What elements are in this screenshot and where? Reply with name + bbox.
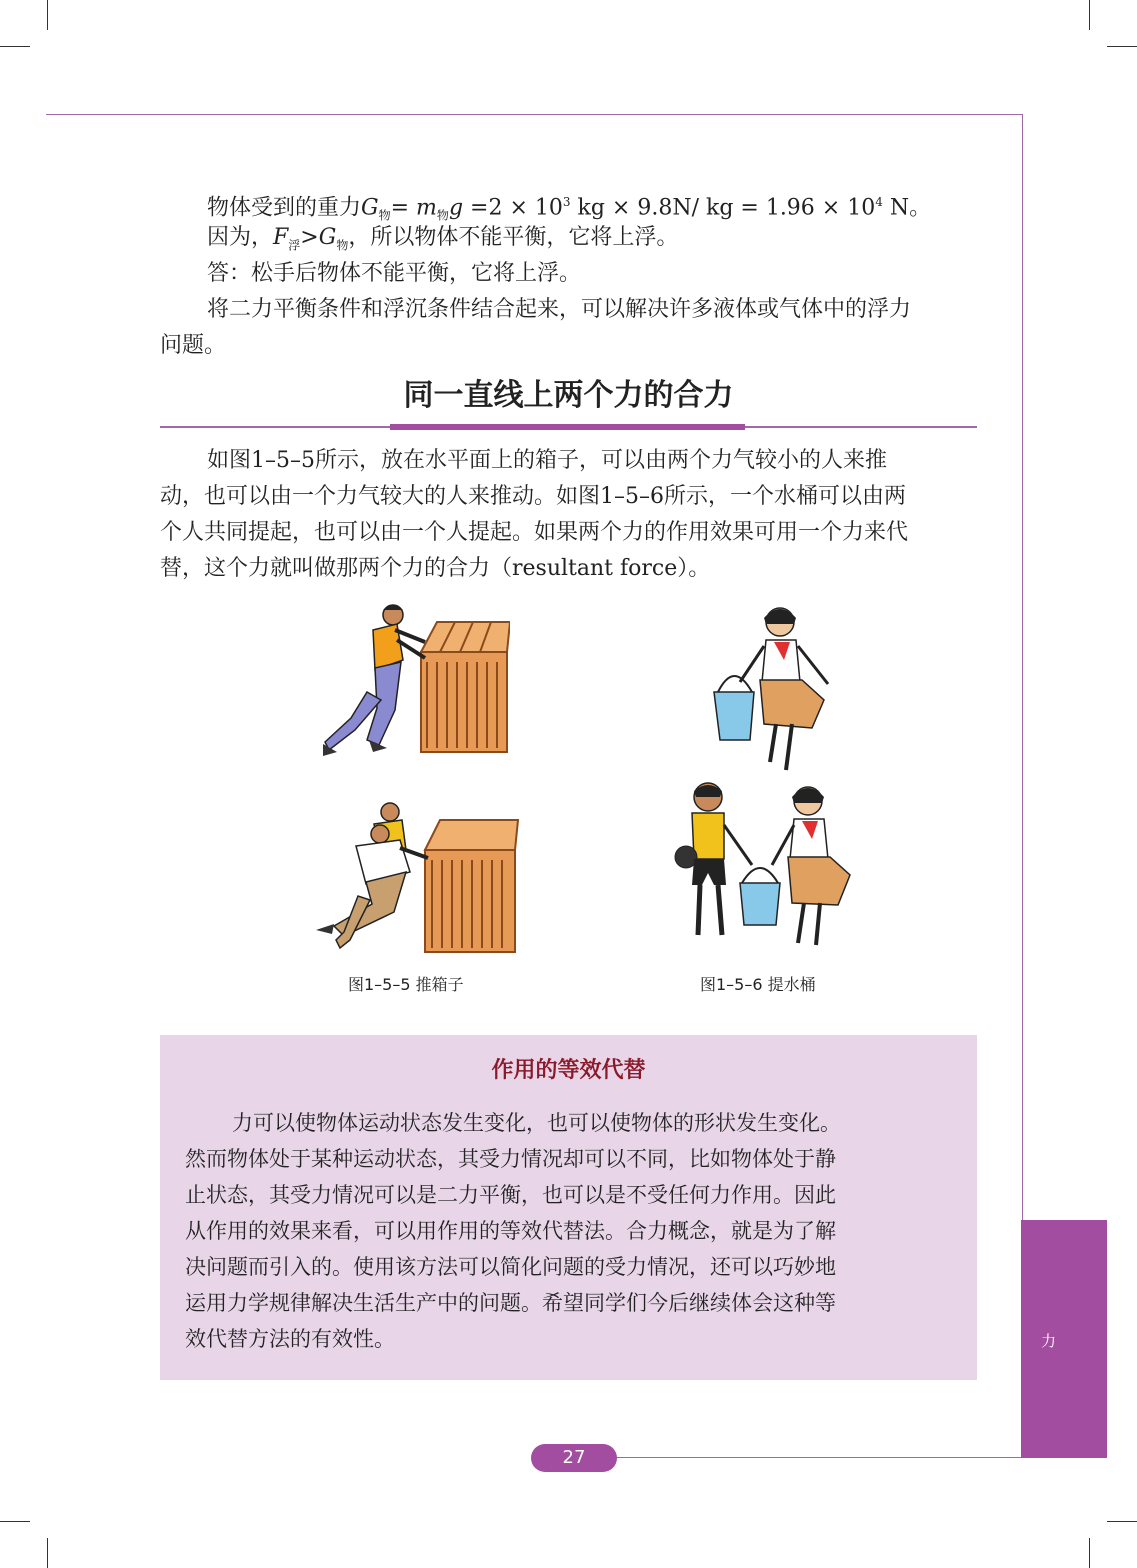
crop-mark: [1089, 1538, 1090, 1568]
crop-mark: [47, 1538, 48, 1568]
symbol: m: [416, 195, 437, 221]
text: ，所以物体不能平衡，它将上浮。: [348, 225, 679, 250]
info-box-line: 效代替方法的有效性。: [185, 1327, 395, 1351]
info-box: [160, 1035, 977, 1380]
figure-caption-left: 图1–5–5 推箱子: [348, 975, 464, 994]
info-box-line: 然而物体处于某种运动状态，其受力情况却可以不同，比如物体处于静: [185, 1147, 836, 1171]
text: kg × 9.8N/ kg = 1.96 × 10: [570, 195, 876, 221]
info-box-line: 从作用的效果来看，可以用作用的等效代替法。合力概念，就是为了解: [185, 1219, 836, 1243]
text: 物体受到的重力: [207, 195, 362, 221]
superscript: 3: [562, 195, 571, 209]
text: N。: [882, 195, 932, 221]
info-box-title: 作用的等效代替: [491, 1058, 646, 1083]
crop-mark: [1107, 46, 1137, 47]
body-line: 个人共同提起，也可以由一个人提起。如果两个力的作用效果可用一个力来代: [160, 520, 909, 545]
answer-line: 答：松手后物体不能平衡，它将上浮。: [207, 261, 582, 286]
carry-bucket-single-illustration: [700, 600, 835, 775]
page-number: 27: [531, 1444, 617, 1472]
body-line: 如图1–5–5所示，放在水平面上的箱子，可以由两个力气较小的人来推: [207, 448, 887, 473]
subscript: 物: [378, 208, 391, 223]
body-line: 动，也可以由一个力气较大的人来推动。如图1–5–6所示，一个水桶可以由两: [160, 484, 906, 509]
symbol: F: [273, 225, 289, 250]
info-box-line: 力可以使物体运动状态发生变化，也可以使物体的形状发生变化。: [232, 1111, 841, 1135]
info-box-line: 决问题而引入的。使用该方法可以简化问题的受力情况，还可以巧妙地: [185, 1255, 836, 1279]
footer-line: [575, 1457, 1021, 1458]
figure-caption-right: 图1–5–6 提水桶: [700, 975, 816, 994]
title-underline: [390, 424, 745, 430]
chapter-side-tab-label: 力: [1041, 1332, 1057, 1350]
push-box-single-illustration: [315, 600, 510, 765]
frame-right-line: [1022, 114, 1023, 1220]
carry-bucket-double-illustration: [668, 775, 863, 960]
body-line: 问题。: [160, 333, 227, 358]
push-box-double-illustration: [310, 800, 520, 960]
text: 因为，: [207, 225, 274, 250]
symbol: G: [361, 195, 379, 221]
superscript: 4: [875, 195, 883, 209]
subscript: 浮: [288, 238, 301, 253]
crop-mark: [0, 46, 30, 47]
crop-mark: [1089, 0, 1090, 30]
text: >: [300, 225, 319, 250]
symbol: g: [448, 195, 464, 221]
chapter-side-tab: [1021, 1220, 1107, 1458]
frame-top-line: [46, 114, 1023, 115]
info-box-line: 运用力学规律解决生活生产中的问题。希望同学们今后继续体会这种等: [185, 1291, 836, 1315]
body-line: 替，这个力就叫做那两个力的合力（resultant force）。: [160, 556, 711, 581]
symbol: G: [318, 225, 337, 250]
info-box-line: 止状态，其受力情况可以是二力平衡，也可以是不受任何力作用。因此: [185, 1183, 836, 1207]
crop-mark: [0, 1521, 30, 1522]
text: =: [390, 195, 417, 221]
body-line: 将二力平衡条件和浮沉条件结合起来，可以解决许多液体或气体中的浮力: [207, 297, 912, 322]
crop-mark: [1107, 1521, 1137, 1522]
text: =2 × 10: [463, 195, 563, 221]
crop-mark: [47, 0, 48, 30]
section-title: 同一直线上两个力的合力: [403, 378, 734, 413]
subscript: 物: [336, 238, 349, 253]
subscript: 物: [436, 208, 449, 223]
